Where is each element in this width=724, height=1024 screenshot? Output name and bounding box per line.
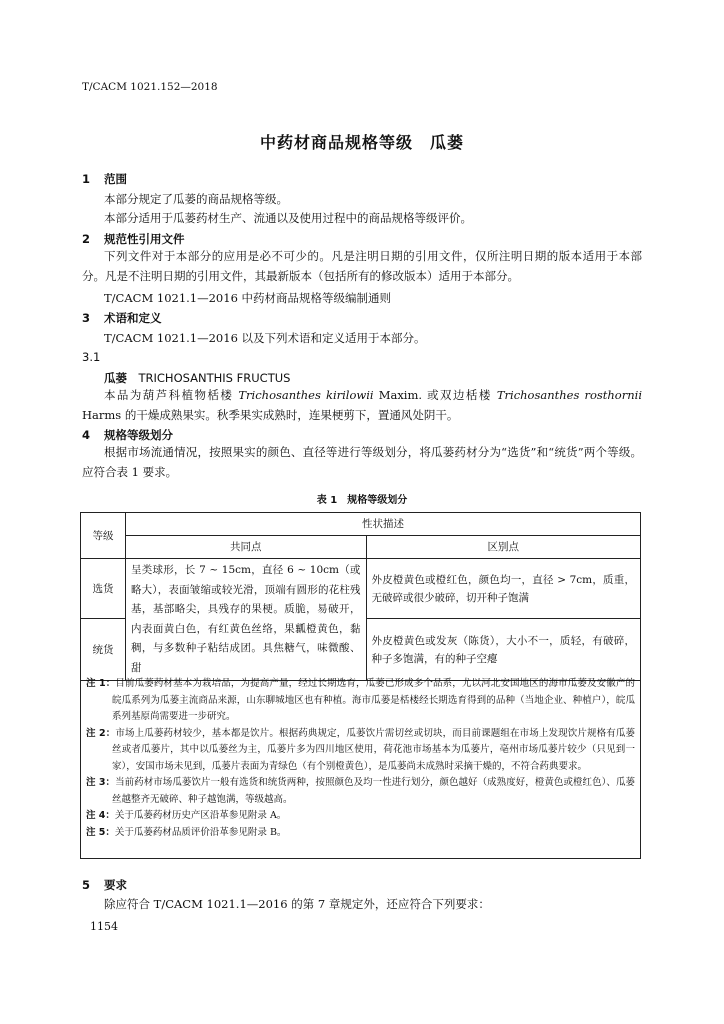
section-4-heading (82, 427, 173, 443)
common-cell: 呈类球形，长 7 ~ 15cm，直径 6 ~ 10cm（或略大），表面皱缩或较光滑，顶端有圆形的花柱残基，基部略尖，具残存的果梗。质脆，易破开，内表面黄白色，有红黄色丝络，果瓤橙黄色，黏稠，与多数种子粘结成团。具焦糖气，味微酸、甜 (125, 559, 366, 681)
note-label: 注 3： (86, 777, 116, 788)
reference: T/CACM 1021.1—2016 中药材商品规格等级编制通则 (104, 291, 392, 305)
term-number: 3.1 (82, 350, 101, 364)
def-text: Maxim. 或双边栝楼 (373, 388, 497, 402)
section-title: 规范性引用文件 (104, 232, 185, 246)
section-number: 3 (82, 311, 91, 325)
header-grade: 等级 (81, 513, 126, 559)
paragraph: 除应符合 T/CACM 1021.1—2016 的第 7 章规定外，还应符合下列要求： (104, 897, 490, 911)
species-name: Trichosanthes kirilowii (238, 388, 374, 402)
paragraph: 本部分规定了瓜蒌的商品规格等级。 (104, 192, 288, 206)
table-notes (80, 670, 641, 859)
page-title: 中药材商品规格等级 瓜蒌 (259, 133, 464, 152)
section-title: 规格等级划分 (104, 428, 173, 442)
def-text: Harms 的干燥成熟果实。秋季果实成熟时，连果梗剪下，置通风处阴干。 (82, 408, 459, 422)
note-text: 市场上瓜蒌药材较少，基本都是饮片。根据药典规定，瓜蒌饮片需切丝或切块，而目前课题组在市场上发现饮片规格有瓜蒌丝或者瓜蒌片，其中以瓜蒌丝为主，瓜蒌片多为四川地区使用，荷花池市场基本为瓜蒌片，亳州市场瓜蒌片较少（只见到一家），安国市场未见到，瓜蒌片表面为青绿色（有个别橙黄色），是瓜蒌尚未成熟时采摘干燥的，不符合药典要求。 (112, 727, 635, 772)
paragraph: 根据市场流通情况，按照果实的颜色、直径等进行等级划分，将瓜蒌药材分为“选货”和“统货”两个等级。应符合表 1 要求。 (82, 445, 642, 479)
note-text: 目前瓜蒌药材基本为栽培品，为提高产量，经过长期选育，瓜蒌已形成多个品系，尤以河北安国地区的海市瓜蒌及安徽产的皖瓜系列为瓜蒌主流商品来源，山东聊城地区也有种植。海市瓜蒌是栝楼经长期选育得到的品种（当地企业、种植户），皖瓜系列基原尚需要进一步研究。 (112, 678, 635, 722)
note-label: 注 1： (86, 678, 116, 689)
note-label: 注 5： (86, 826, 115, 838)
note-label: 注 4： (86, 810, 115, 821)
section-title: 术语和定义 (104, 311, 162, 325)
note (86, 676, 635, 726)
note-text: 关于瓜蒌药材历史产区沿革参见附录 A。 (114, 810, 287, 821)
grade-table (80, 512, 641, 681)
doc-code: T/CACM 1021.152—2018 (82, 81, 218, 93)
table-row (81, 559, 641, 619)
note-label: 注 2： (86, 727, 116, 739)
note-text: 关于瓜蒌药材品质评价沿革参见附录 B。 (114, 826, 287, 838)
grade-cell: 统货 (81, 619, 126, 681)
section-number: 2 (82, 232, 91, 246)
note (86, 808, 635, 825)
paragraph: 下列文件对于本部分的应用是必不可少的。凡是注明日期的引用文件，仅所注明日期的版本适用于本部分。凡是不注明日期的引用文件，其最新版本（包括所有的修改版本）适用于本部分。 (82, 249, 642, 283)
term-definition (82, 385, 642, 425)
difference-cell: 外皮橙黄色或橙红色，颜色均一，直径 > 7cm，质重，无破碎或很少破碎，切开种子饱满 (366, 559, 641, 619)
note (86, 825, 635, 842)
page-number: 1154 (90, 920, 118, 933)
section-3-heading (82, 310, 162, 326)
species-name: Trichosanthes rosthornii (496, 388, 642, 402)
note-text: 当前药材市场瓜蒌饮片一般有选货和统货两种，按照颜色及均一性进行划分，颜色越好（成熟度好，橙黄色或橙红色）、瓜蒌丝越整齐无破碎、种子越饱满，等级越高。 (112, 777, 635, 805)
paragraph: 本部分适用于瓜蒌药材生产、流通以及使用过程中的商品规格等级评价。 (104, 211, 472, 225)
note (86, 775, 635, 808)
section-title: 范围 (104, 172, 127, 186)
section-1-heading (82, 171, 127, 187)
note (86, 726, 635, 776)
term-name-latin: TRICHOSANTHIS FRUCTUS (138, 371, 291, 385)
section-number: 1 (82, 172, 91, 186)
grade-cell: 选货 (81, 559, 126, 619)
header-difference: 区别点 (366, 536, 641, 559)
def-text: 本品为葫芦科植物栝楼 (104, 388, 239, 402)
header-description: 性状描述 (125, 513, 640, 536)
section-5-heading (82, 877, 127, 893)
section-number: 5 (82, 878, 91, 892)
table-caption: 表 1 规格等级划分 (316, 495, 408, 506)
section-title: 要求 (104, 878, 127, 892)
difference-cell: 外皮橙黄色或发灰（陈货），大小不一，质轻，有破碎，种子多饱满，有的种子空瘪 (366, 619, 641, 681)
header-common: 共同点 (125, 536, 366, 559)
term-name (104, 370, 290, 386)
section-number: 4 (82, 428, 91, 442)
paragraph: T/CACM 1021.1—2016 以及下列术语和定义适用于本部分。 (104, 331, 426, 345)
term-name-cn: 瓜蒌 (104, 371, 127, 385)
section-2-heading (82, 231, 185, 247)
